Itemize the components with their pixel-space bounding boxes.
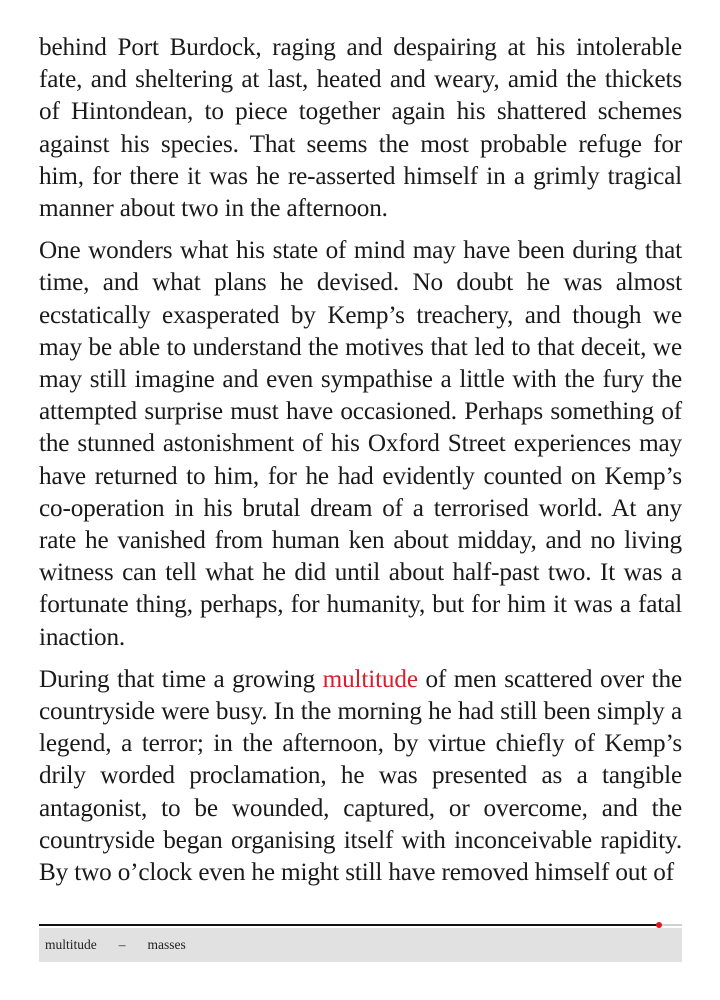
text-segment: During that time a growing	[39, 665, 323, 693]
text-segment: behind Port Burdock, raging and despairing at his intolerable fate, and sheltering at last, heated and weary, amid the thickets of Hintondean, to piece together again his shattered schemes against his species. That seems the most probable refuge for him, for there it was he re-asserted himself in a grimly tragical manner about two in the afternoon.	[39, 34, 682, 223]
glossary-bar	[39, 928, 682, 962]
paragraph	[39, 32, 682, 225]
reading-progress-fill	[39, 924, 659, 926]
text-segment: One wonders what his state of mind may have been during that time, and what plans he devised. No doubt he was almost ecstatically exasperated by Kemp’s treachery, and though we may be able to understand the motives that led to that deceit, we may still imagine and even sympathise a little with the fury the attempted surprise must have occasioned. Perhaps something of the stunned astonishment of his Oxford Street experiences may have returned to him, for he had evidently counted on Kemp’s co-operation in his brutal dream of a terrorised world. At any rate he vanished from human ken about midday, and no living witness can tell what he did until about half-past two. It was a fortunate thing, perhaps, for humanity, but for him it was a fatal inaction.	[39, 237, 682, 651]
reader-footer	[39, 924, 682, 962]
highlighted-word[interactable]: multitude	[322, 665, 418, 693]
paragraph	[39, 664, 682, 889]
paragraph	[39, 235, 682, 654]
text-segment: of men scattered over the countryside were busy. In the morning he had still been simply a legend, a terror; in the afternoon, by virtue chiefly of Kemp’s drily worded proclamation, he was presented as a tangible antagonist, to be wounded, captured, or overcome, and the countryside began organising itself with inconceivable rapidity. By two o’clock even he might still have removed himself out of	[39, 665, 682, 887]
glossary-separator: –	[118, 937, 126, 952]
glossary-definition: masses	[147, 937, 186, 952]
glossary-word: multitude	[45, 937, 97, 952]
reading-progress-track[interactable]	[39, 924, 682, 926]
reading-page	[39, 32, 682, 899]
